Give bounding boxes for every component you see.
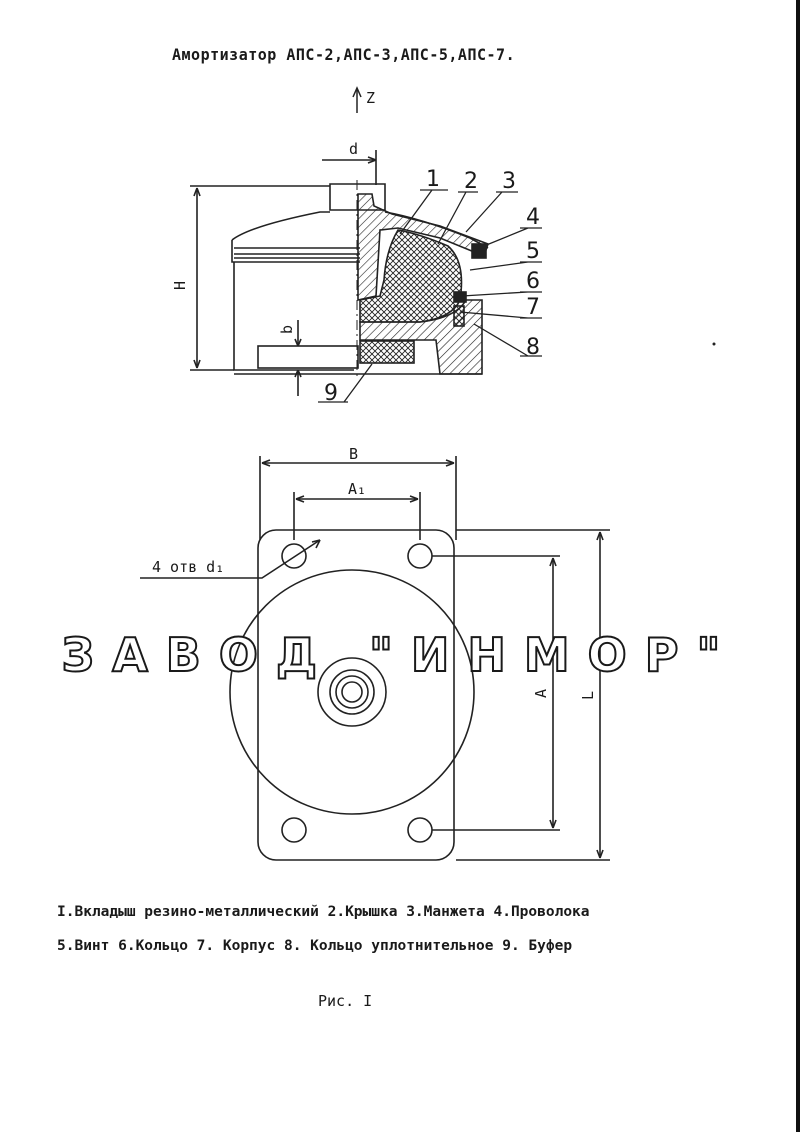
callout-6: 6 (526, 269, 540, 294)
legend-line-2: 5.Винт 6.Кольцо 7. Корпус 8. Кольцо уплотнительное 9. Буфер (57, 938, 573, 954)
dim-holes-label: 4 отв d₁ (152, 558, 225, 576)
dim-h-label: H (171, 280, 189, 290)
callout-1: 1 (426, 167, 440, 192)
callout-2: 2 (464, 169, 478, 194)
dim-b-label: b (278, 324, 296, 334)
dim-d-label: d (349, 140, 359, 158)
page-title: Амортизатор АПС-2,АПС-3,АПС-5,АПС-7. (172, 45, 516, 65)
dim-a1-label: A₁ (348, 480, 367, 498)
dim-l-label: L (579, 690, 597, 700)
callout-8: 8 (526, 335, 540, 360)
callout-3: 3 (502, 169, 516, 194)
z-axis-marker (353, 88, 375, 113)
dim-a-label: A (532, 688, 550, 698)
scan-speck (713, 343, 716, 346)
callout-9: 9 (324, 381, 338, 406)
callout-7: 7 (526, 295, 540, 320)
scan-edge (796, 0, 800, 1132)
z-axis-label: Z (366, 89, 376, 107)
dim-top-b-label: B (349, 445, 359, 463)
legend-line-1: I.Вкладыш резино-металлический 2.Крышка 3.Манжета 4.Проволока (57, 904, 590, 920)
figure-caption: Рис. I (318, 992, 373, 1010)
callout-4: 4 (526, 205, 540, 230)
watermark: ЗАВОД "ИНМОР" (61, 628, 739, 682)
callout-5: 5 (526, 239, 540, 264)
